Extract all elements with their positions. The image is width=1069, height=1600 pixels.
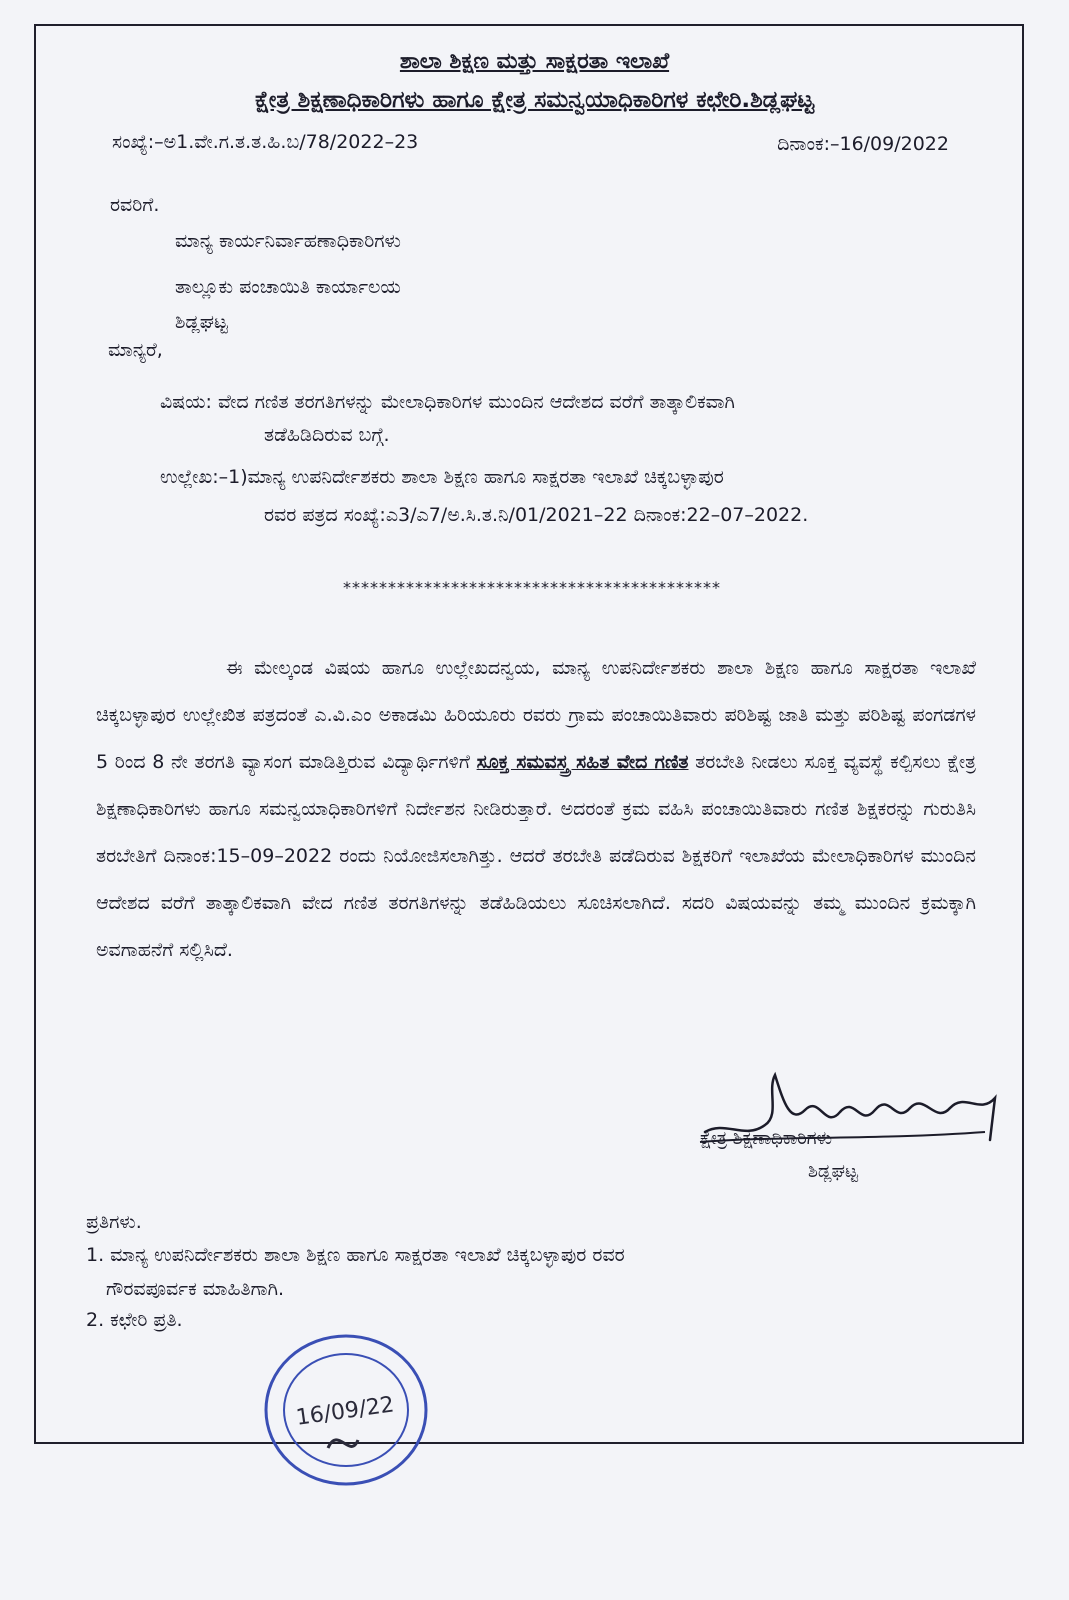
letter-date: ದಿನಾಂಕ:–16/09/2022 [777, 133, 949, 155]
separator: ****************************************** [343, 578, 721, 597]
subject-line-2: ತಡೆಹಿಡಿದಿರುವ ಬಗ್ಗೆ. [264, 424, 390, 446]
reference-line-1: ಉಲ್ಲೇಖ:–1)ಮಾನ್ಯ ಉಪನಿರ್ದೇಶಕರು ಶಾಲಾ ಶಿಕ್ಷಣ ಹಾಗೂ ಸಾಕ್ಷರತಾ ಇಲಾಖೆ ಚಿಕ್ಕಬಳ್ಳಾಪುರ [160, 466, 724, 488]
copy-item-2: 2. ಕಛೇರಿ ಪ್ರತಿ. [86, 1309, 183, 1331]
body-text-part-1: ಈ ಮೇಲ್ಕಂಡ ವಿಷಯ ಹಾಗೂ ಉಲ್ಲೇಖದನ್ವಯ, ಮಾನ್ಯ ಉಪನಿರ್ದೇಶಕರು ಶಾಲಾ ಶಿಕ್ಷಣ ಹಾಗೂ ಸಾಕ್ಷರತಾ ಇಲಾಖೆ ಚಿಕ್ಕಬಳ್ಳಾಪುರ ಉಲ್ಲೇಖಿತ ಪತ್ರದಂತೆ ಎ.ವಿ.ಎಂ ಅಕಾಡಮಿ ಹಿರಿಯೂರು ರವರು ಗ್ರಾಮ ಪಂಚಾಯಿತಿವಾರು ಪರಿಶಿಷ್ಟ ಜಾತಿ ಮತ್ತು ಪರಿಶಿಷ್ಟ ಪಂಗಡಗಳ 5 ರಿಂದ 8 ನೇ ತರಗತಿ ವ್ಯಾಸಂಗ ಮಾಡಿತ್ತಿರುವ ವಿದ್ಯಾರ್ಥಿಗಳಿಗೆ [96, 657, 976, 773]
body-paragraph [96, 645, 976, 974]
body-highlight: ಸೂಕ್ತ ಸಮವಸ್ತ್ರ ಸಹಿತ ವೇದ ಗಣಿತ [476, 751, 689, 773]
recipient-line-1: ಮಾನ್ಯ ಕಾರ್ಯನಿರ್ವಾಹಣಾಧಿಕಾರಿಗಳು [175, 230, 401, 252]
recipient-to: ರವರಿಗೆ. [110, 194, 160, 216]
recipient-line-2: ತಾಲ್ಲೂಕು ಪಂಚಾಯಿತಿ ಕಾರ್ಯಾಲಯ [175, 276, 401, 298]
recipient-line-3: ಶಿಡ್ಲಘಟ್ಟ [175, 311, 228, 333]
stamp-date: 16/09/22 [294, 1392, 396, 1431]
copies-heading: ಪ್ರತಿಗಳು. [86, 1211, 142, 1233]
signatory-place: ಶಿಡ್ಲಘಟ್ಟ [808, 1161, 859, 1182]
signatory-title: ಕ್ಷೇತ್ರ ಶಿಕ್ಷಣಾಧಿಕಾರಿಗಳು [700, 1128, 832, 1149]
office-seal-stamp [258, 1330, 438, 1490]
copy-item-1-line-1: 1. ಮಾನ್ಯ ಉಪನಿರ್ದೇಶಕರು ಶಾಲಾ ಶಿಕ್ಷಣ ಹಾಗೂ ಸಾಕ್ಷರತಾ ಇಲಾಖೆ ಚಿಕ್ಕಬಳ್ಳಾಪುರ ರವರ [86, 1244, 625, 1266]
body-text-part-2: ತರಬೇತಿ ನೀಡಲು ಸೂಕ್ತ ವ್ಯವಸ್ಥೆ ಕಲ್ಪಿಸಲು ಕ್ಷೇತ್ರ ಶಿಕ್ಷಣಾಧಿಕಾರಿಗಳು ಹಾಗೂ ಸಮನ್ವಯಾಧಿಕಾರಿಗಳಿಗೆ ನಿರ್ದೇಶನ ನೀಡಿರುತ್ತಾರೆ. ಅದರಂತೆ ಕ್ರಮ ವಹಿಸಿ ಪಂಚಾಯಿತಿವಾರು ಗಣಿತ ಶಿಕ್ಷಕರನ್ನು ಗುರುತಿಸಿ ತರಬೇತಿಗೆ ದಿನಾಂಕ:15–09–2022 ರಂದು ನಿಯೋಜಿಸಲಾಗಿತ್ತು. ಆದರೆ ತರಬೇತಿ ಪಡೆದಿರುವ ಶಿಕ್ಷಕರಿಗೆ ಇಲಾಖೆಯ ಮೇಲಾಧಿಕಾರಿಗಳ ಮುಂದಿನ ಆದೇಶದ ವರೆಗೆ ತಾತ್ಕಾಲಿಕವಾಗಿ ವೇದ ಗಣಿತ ತರಗತಿಗಳನ್ನು ತಡೆಹಿಡಿಯಲು ಸೂಚಿಸಲಾಗಿದೆ. ಸದರಿ ವಿಷಯವನ್ನು ತಮ್ಮ ಮುಂದಿನ ಕ್ರಮಕ್ಕಾಗಿ ಅವಗಾಹನೆಗೆ ಸಲ್ಲಿಸಿದೆ. [96, 751, 977, 961]
department-heading: ಶಾಲಾ ಶಿಕ್ಷಣ ಮತ್ತು ಸಾಕ್ಷರತಾ ಇಲಾಖೆ [399, 49, 670, 74]
reference-number: ಸಂಖ್ಯೆ:–ಅ1.ವೇ.ಗ.ತ.ತ.ಹಿ.ಬ/78/2022–23 [112, 131, 419, 153]
salutation: ಮಾನ್ಯರೆ, [108, 339, 163, 361]
reference-line-2: ರವರ ಪತ್ರದ ಸಂಖ್ಯೆ:ಎ3/ಎ7/ಅ.ಸಿ.ತ.ನಿ/01/2021–22 ದಿನಾಂಕ:22–07–2022. [264, 504, 809, 526]
copy-item-1-line-2: ಗೌರವಪೂರ್ವಕ ಮಾಹಿತಿಗಾಗಿ. [106, 1278, 285, 1300]
office-heading: ಕ್ಷೇತ್ರ ಶಿಕ್ಷಣಾಧಿಕಾರಿಗಳು ಹಾಗೂ ಕ್ಷೇತ್ರ ಸಮನ್ವಯಾಧಿಕಾರಿಗಳ ಕಛೇರಿ.ಶಿಡ್ಲಘಟ್ಟ [254, 87, 815, 113]
subject-line-1: ವಿಷಯ: ವೇದ ಗಣಿತ ತರಗತಿಗಳನ್ನು ಮೇಲಾಧಿಕಾರಿಗಳ ಮುಂದಿನ ಆದೇಶದ ವರೆಗೆ ತಾತ್ಕಾಲಿಕವಾಗಿ [160, 391, 735, 413]
